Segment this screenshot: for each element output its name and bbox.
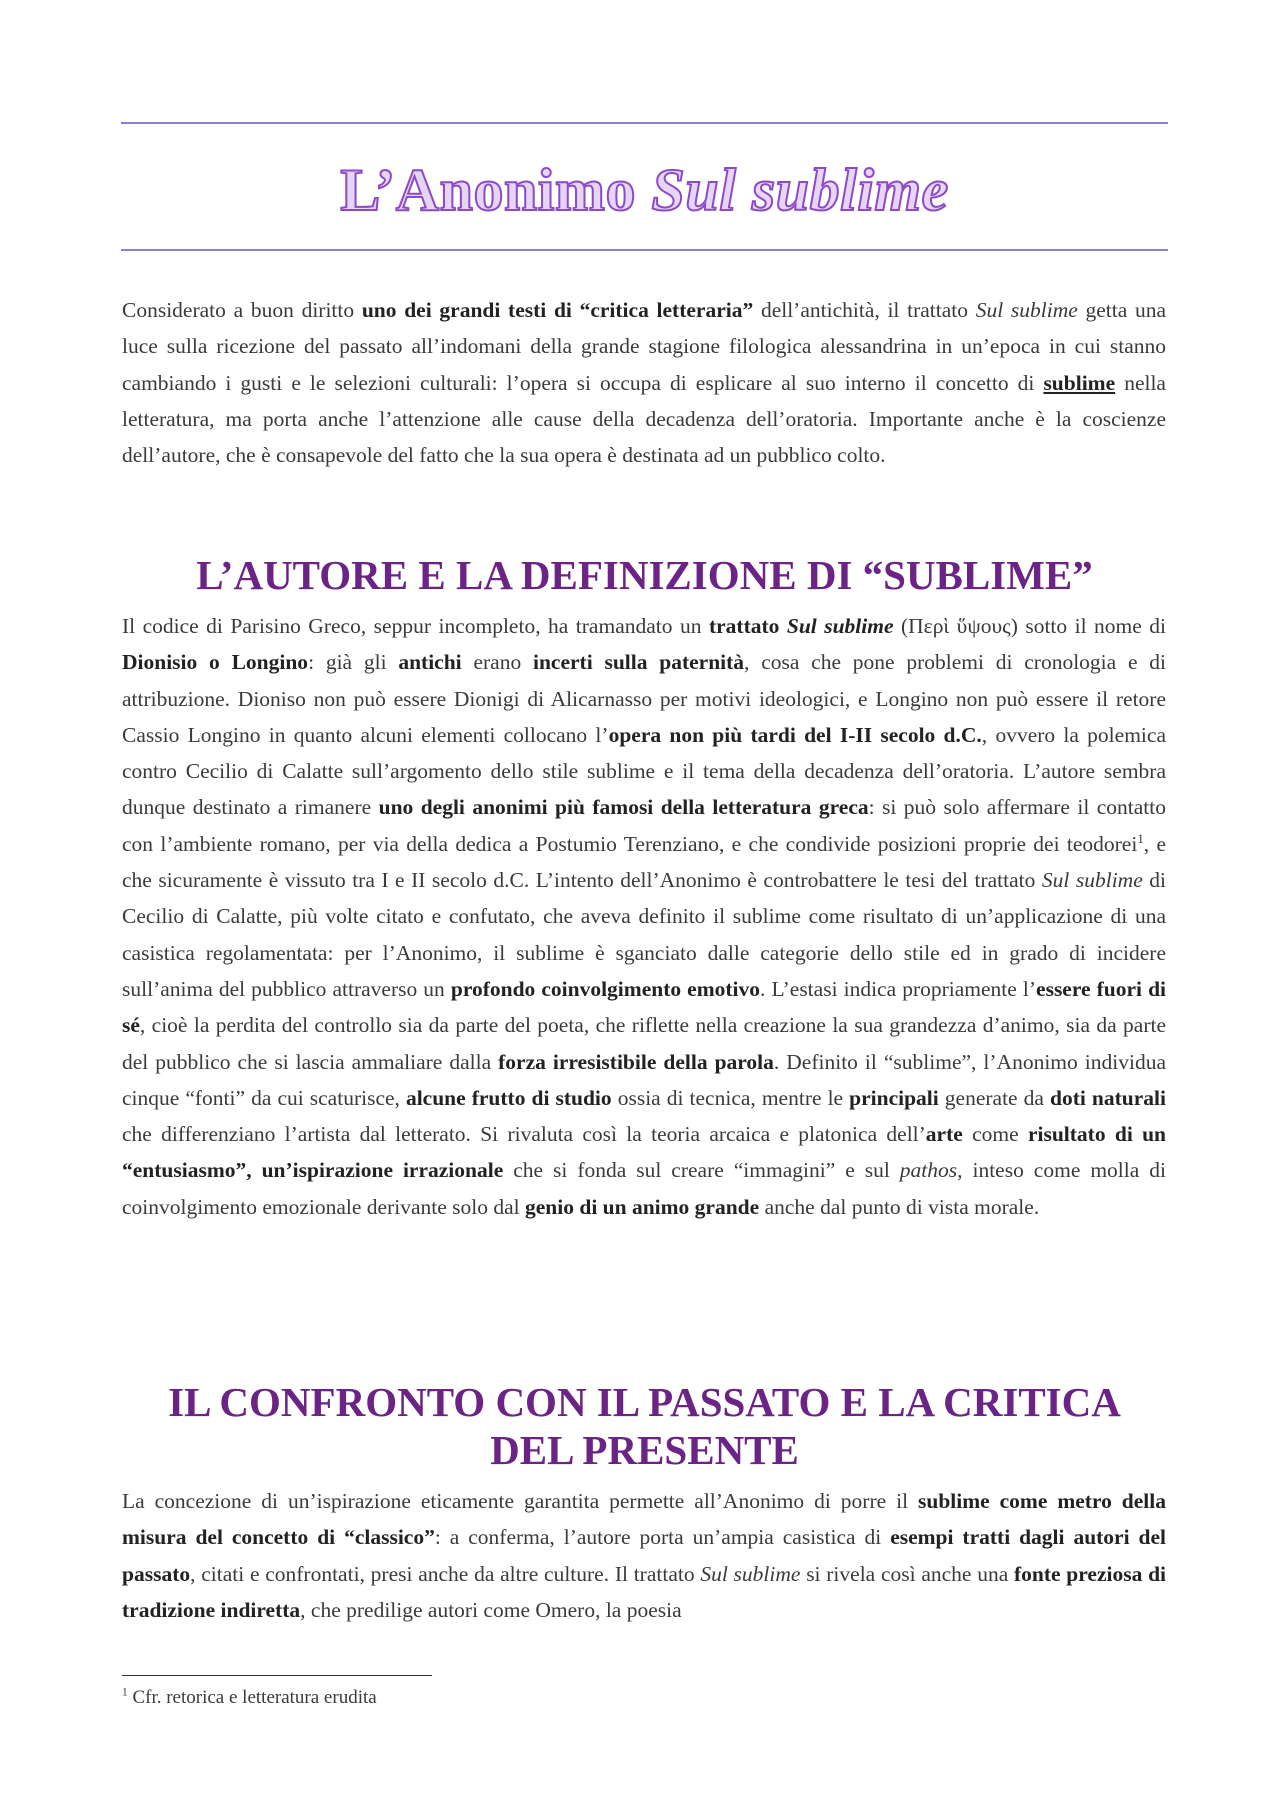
title-text: L’Anonimo xyxy=(340,157,652,223)
title-top-rule xyxy=(121,122,1168,124)
page-title xyxy=(121,140,1168,240)
section1-paragraph: Il codice di Parisino Greco, seppur incompleto, ha tramandato un trattato Sul sublime (Περὶ ὕψους) sotto il nome di Dionisio o Longino: già gli antichi erano incerti sulla paternità, cosa che pone problemi di cronologia e di attribuzione. Dioniso non può essere Dionigi di Alicarnasso per motivi ideologici, e Longino non può essere il retore Cassio Longino in quanto alcuni elementi collocano l’opera non più tardi del I-II secolo d.C., ovvero la polemica contro Cecilio di Calatte sull’argomento dello stile sublime e il tema della decadenza dell’oratoria. L’autore sembra dunque destinato a rimanere uno degli anonimi più famosi della letteratura greca: si può solo affermare il contatto con l’ambiente romano, per via della dedica a Postumio Terenziano, e che condivide posizioni proprie dei teodorei$^1$, e che sicuramente è vissuto tra I e II secolo d.C. L’intento dell’Anonimo è controbattere le tesi del trattato Sul sublime di Cecilio di Calatte, più volte citato e confutato, che aveva definito il sublime come risultato di un’applicazione di una casistica regolamentata: per l’Anonimo, il sublime è sganciato dalle categorie dello stile ed in grado di incidere sull’anima del pubblico attraverso un profondo coinvolgimento emotivo. L’estasi indica propriamente l’essere fuori di sé, cioè la perdita del controllo sia da parte del poeta, che riflette nella creazione la sua grandezza d’animo, sia da parte del pubblico che si lascia ammaliare dalla forza irresistibile della parola. Definito il “sublime”, l’Anonimo individua cinque “fonti” da cui scaturisce, alcune frutto di studio ossia di tecnica, mentre le principali generate da doti naturali che differenziano l’artista dal letterato. Si rivaluta così la teoria arcaica e platonica dell’arte come risultato di un “entusiasmo”, un’ispirazione irrazionale che si fonda sul creare “immagini” e sul pathos, inteso come molla di coinvolgimento emozionale derivante solo dal genio di un animo grande anche dal punto di vista morale. xyxy=(122,614,1167,1219)
title-italic-text: Sul sublime xyxy=(651,157,949,223)
footnote-ref[interactable]: 1 xyxy=(1137,831,1144,846)
footnote-text: Cfr. retorica e letteratura erudita xyxy=(127,1687,377,1708)
intro-paragraph: Considerato a buon diritto uno dei grandi testi di “critica letteraria” dell’antichità, il trattato Sul sublime getta una luce sulla ricezione del passato all’indomani della grande stagione filologica alessandrina in un’epoca in cui stanno cambiando i gusti e le selezioni culturali: l’opera si occupa di esplicare al suo interno il concetto di sublime nella letteratura, ma porta anche l’attenzione alle cause della decadenza dell’oratoria. Importante anche è la coscienze dell’autore, che è consapevole del fatto che la sua opera è destinata ad un pubblico colto. xyxy=(122,298,1167,468)
section-heading-autore: L’AUTORE E LA DEFINIZIONE DI “SUBLIME” xyxy=(196,552,1093,598)
section-heading-confronto: IL CONFRONTO CON IL PASSATO E LA CRITICA DEL PRESENTE xyxy=(168,1379,1121,1473)
footnote xyxy=(122,1687,377,1709)
footnote-separator xyxy=(122,1675,432,1676)
title-bottom-rule xyxy=(121,249,1168,251)
footnote-number: 1 xyxy=(122,1686,128,1699)
section2-paragraph: La concezione di un’ispirazione eticamente garantita permette all’Anonimo di porre il sublime come metro della misura del concetto di “classico”: a conferma, l’autore porta un’ampia casistica di esempi tratti dagli autori del passato, citati e confrontati, presi anche da altre culture. Il trattato Sul sublime si rivela così anche una fonte preziosa di tradizione indiretta, che predilige autori come Omero, la poesia xyxy=(122,1489,1167,1622)
